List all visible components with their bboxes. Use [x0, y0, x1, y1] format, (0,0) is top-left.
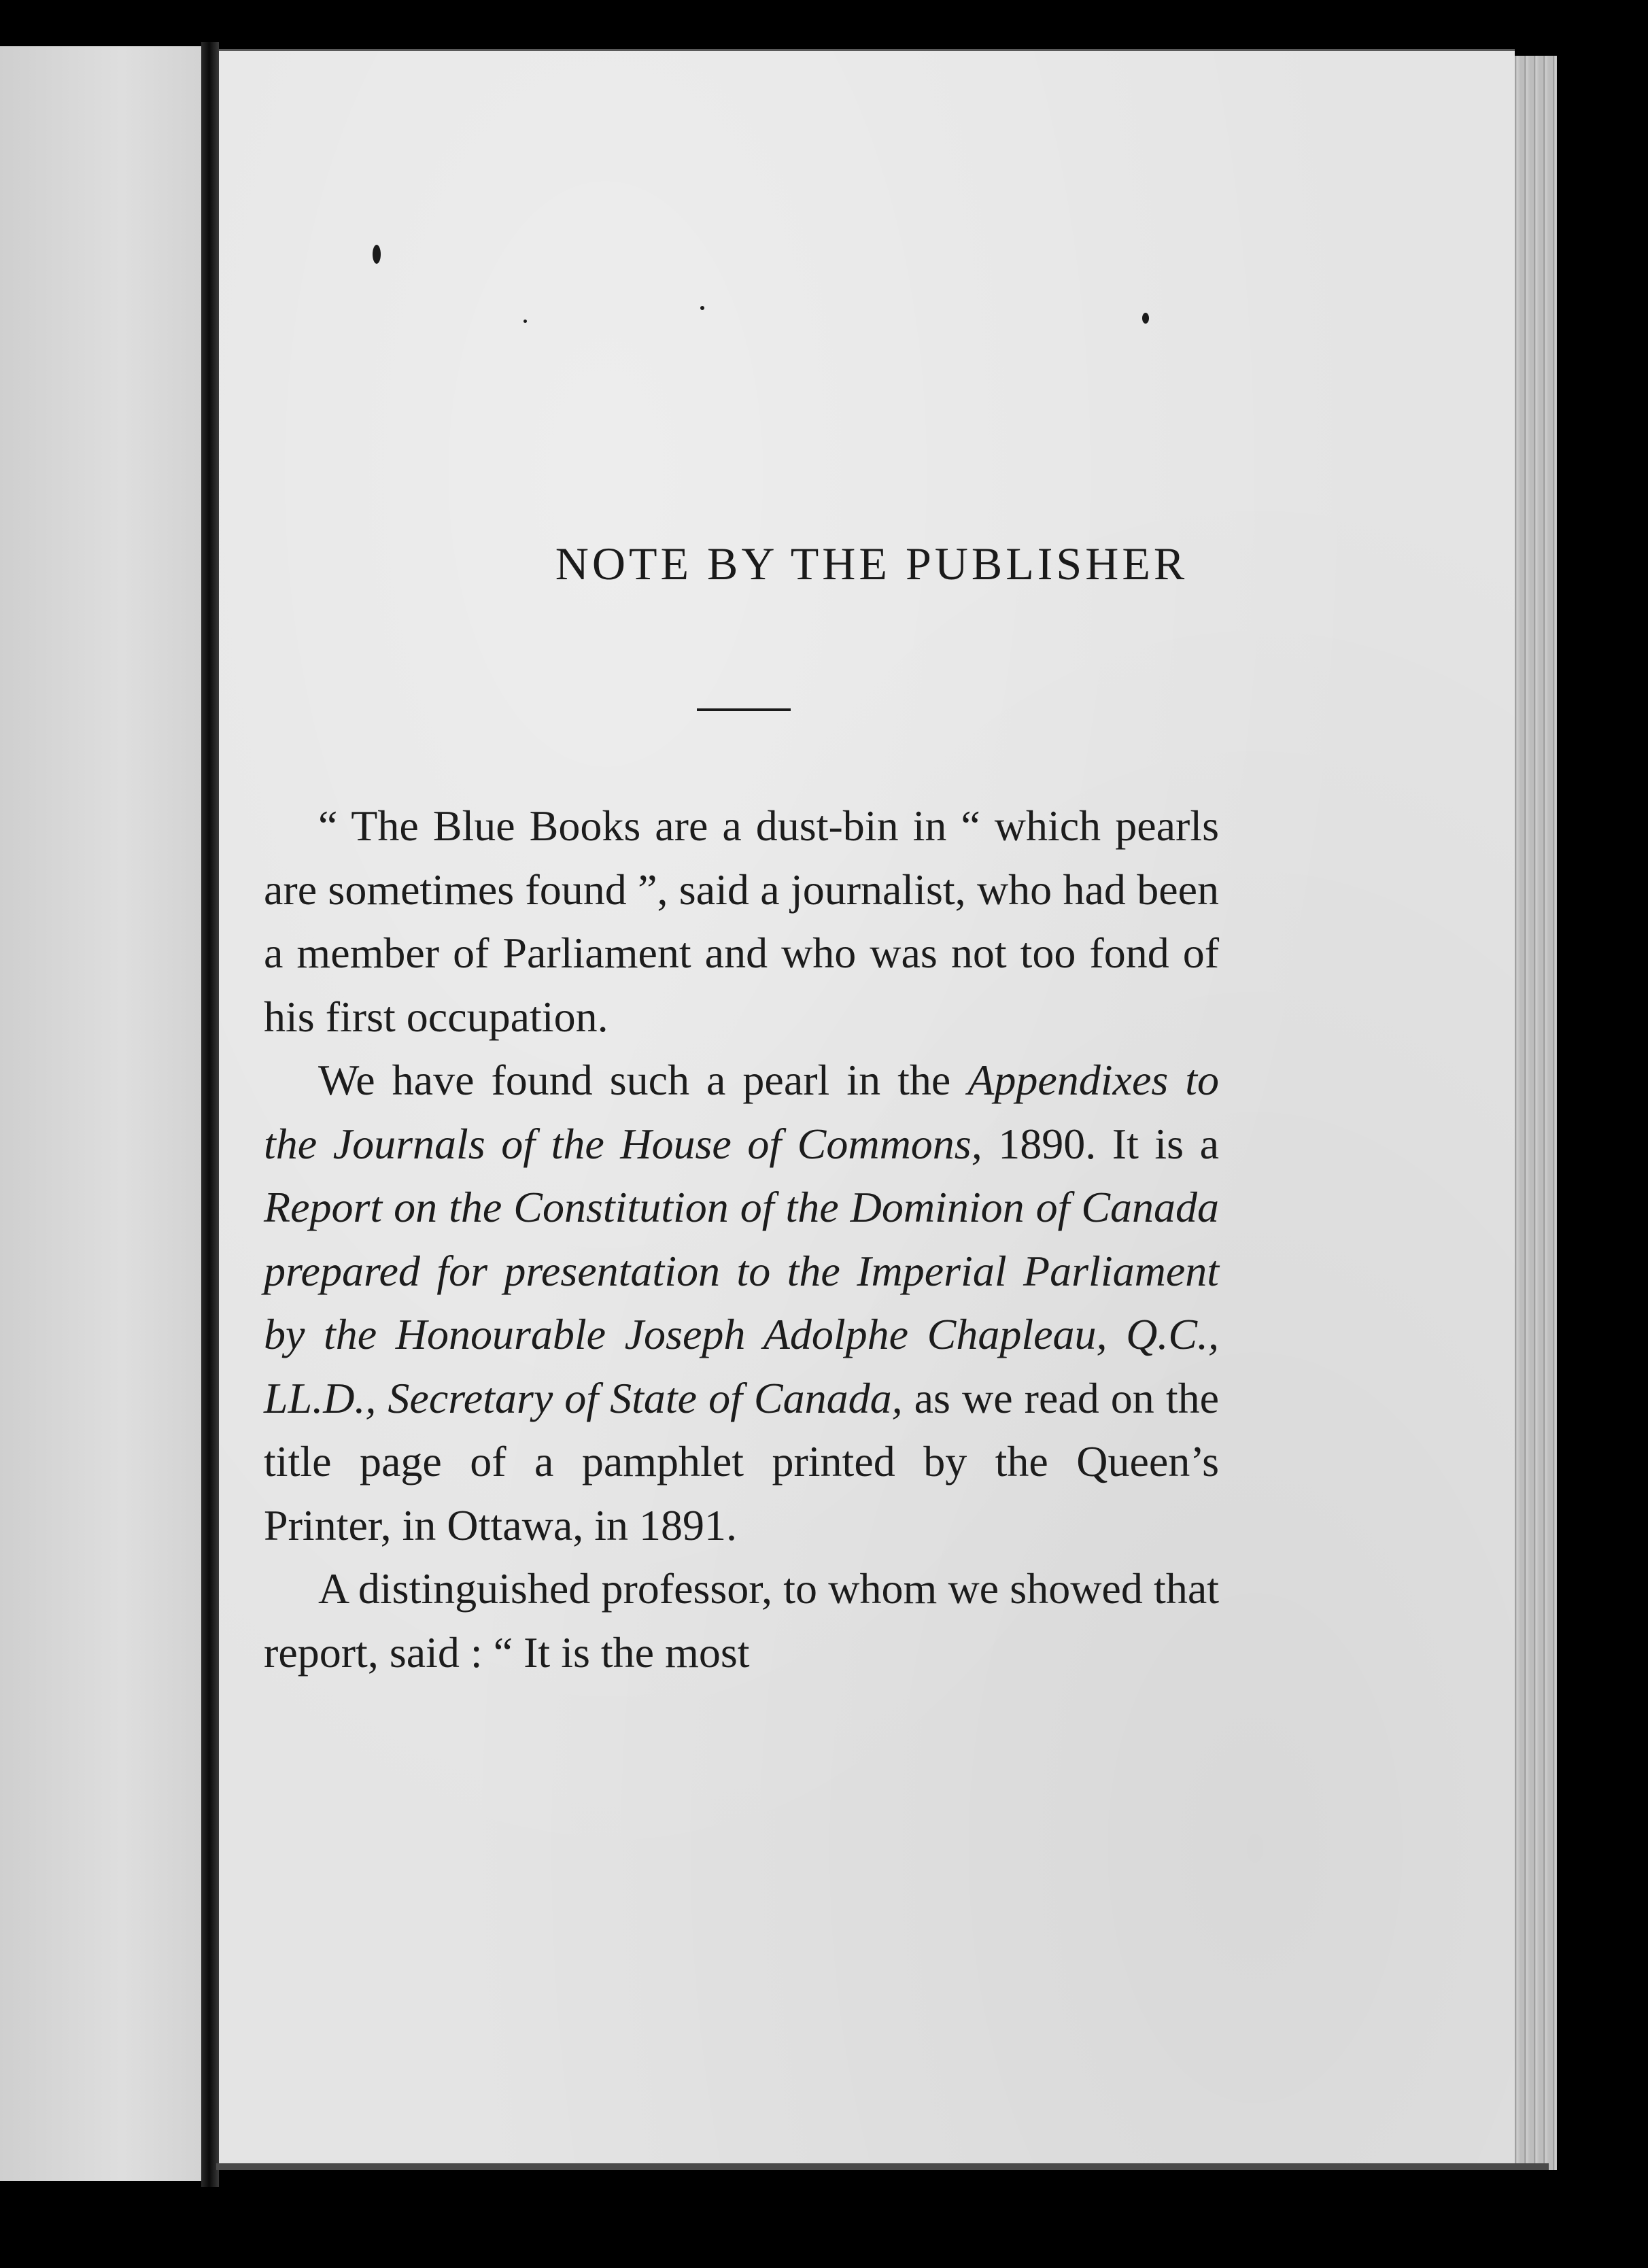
scan-speck: [523, 320, 527, 323]
paragraph-2-italic-1: Appendixes to the Journals of the House of Commons,: [264, 1056, 1220, 1168]
scan-speck: [700, 306, 704, 310]
paragraph-3: A distinguished professor, to whom we showed that report, said : “ It is the most: [264, 1564, 1219, 1677]
facing-page: [0, 46, 204, 2181]
paragraph-2-text-3: as we read on the title page of a pamphlet printed by the Queen’s Printer, in Ottawa, in 1891.: [264, 1373, 1219, 1549]
body-text: [264, 794, 1219, 1684]
page-bottom-edge: [216, 2163, 1549, 2170]
paragraph-1: “ The Blue Books are a dust-bin in “ which pearls are sometimes found ”, said a journalist, who had been a member of Parliament and who was not too fond of his first occupation.: [264, 802, 1219, 1041]
paragraph-2: [264, 1048, 1219, 1557]
binding-gutter: [201, 42, 219, 2187]
paragraph-2-italic-2: Report on the Constitution of the Dominion of Canada prepared for presentation to the Imperial Parliament by the Honourable Joseph Adolphe Chapleau, Q.C., LL.D., Secretary of State of Canada,: [264, 1183, 1219, 1422]
scan-speck: [1142, 313, 1149, 324]
paragraph-2-text-2: 1890. It is a: [982, 1119, 1219, 1168]
scan-speck: [373, 245, 381, 264]
paragraph-2-text-1: We have found such a pearl in the: [318, 1056, 968, 1104]
page-heading: NOTE BY THE PUBLISHER: [555, 538, 1188, 589]
heading-divider: [697, 708, 791, 711]
